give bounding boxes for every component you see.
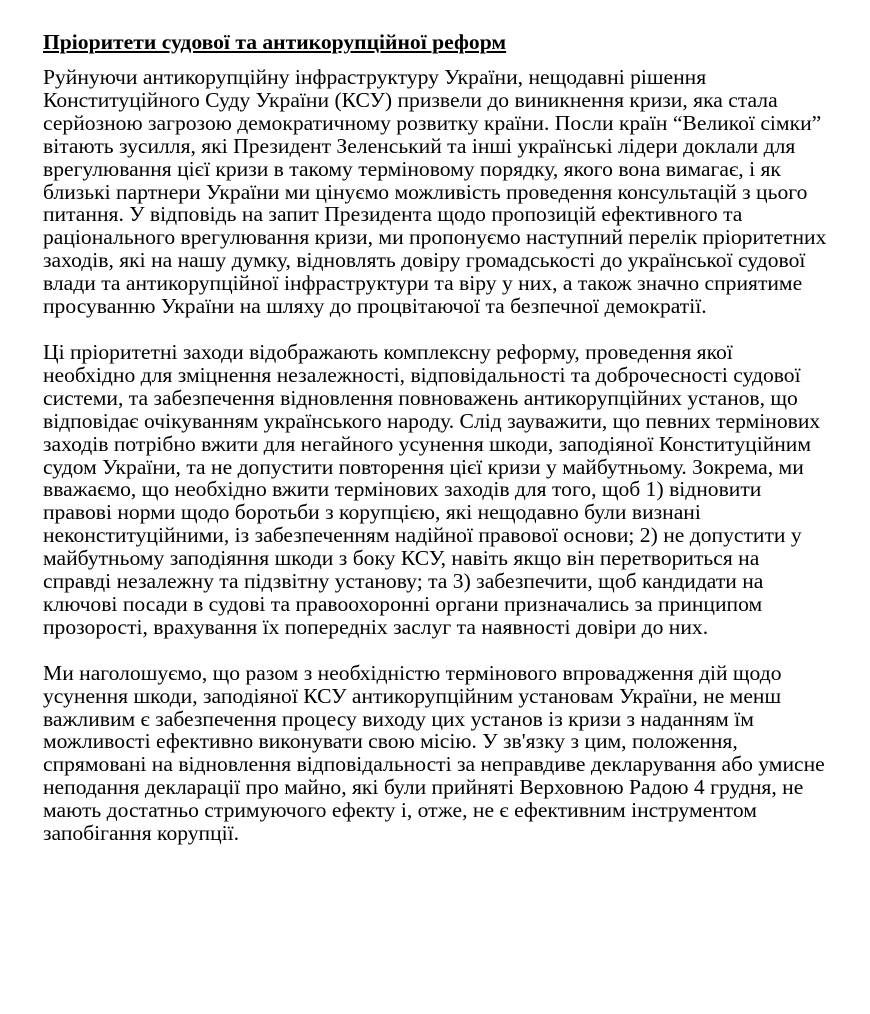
paragraph-3: Ми наголошуємо, що разом з необхідністю термінового впровадження дій щодо усунення шкоди, заподіяної КСУ антикорупційним установам України, не менш важливим є забезпечення процесу виходу цих установ із кризи з наданням їм можливості ефективно виконувати свою місію. У зв'язку з цим, положення, спрямовані на відновлення відповідальності за неправдиве декларування або умисне неподання декларації про майно, які були прийняті Верховною Радою 4 грудня, не мають достатньо стримуючого ефекту і, отже, не є ефективним інструментом запобігання корупції. (43, 660, 825, 846)
document-title: Пріоритети судової та антикорупційної реформ (43, 30, 507, 54)
paragraph-2: Ці пріоритетні заходи відображають комплексну реформу, проведення якої необхідно для зміцнення незалежності, відповідальності та доброчесності судової системи, та забезпечення відновлення повноважень антикорупційних установ, що відповідає очікуванням українського народу. Слід зауважити, що певних термінових заходів потрібно вжити для негайного усунення шкоди, заподіяної Конституційним судом України, та не допустити повторення цієї кризи у майбутньому. Зокрема, ми вважаємо, що необхідно вжити термінових заходів для того, щоб 1) відновити правові норми щодо боротьби з корупцією, які нещодавно були визнані неконституційними, із забезпеченням надійної правової основи; 2) не допустити у майбутньому заподіяння шкоди з боку КСУ, навіть якщо він перетвориться на справді незалежну та підзвітну установу; та 3) забезпечити, щоб кандидати на ключові посади в судові та правоохоронні органи призначались за принципом прозорості, врахування їх попередніх заслуг та наявності довіри до них. (43, 339, 821, 639)
paragraph-1: Руйнуючи антикорупційну інфраструктуру України, нещодавні рішення Конституційного Суду України (КСУ) призвели до виникнення кризи, яка стала серйозною загрозою демократичному розвитку країни. Посли країн “Великої сімки” вітають зусилля, які Президент Зеленський та інші українські лідери доклали для врегулювання цієї кризи в такому терміновому порядку, якого вона вимагає, і як близькі партнери України ми цінуємо можливість проведення консультацій з цього питання. У відповідь на запит Президента щодо пропозицій ефективного та раціонального врегулювання кризи, ми пропонуємо наступний перелік пріоритетних заходів, які на нашу думку, відновлять довіру громадськості до української судової влади та антикорупційної інфраструктури та віру у них, а також значно сприятиме просуванню України на шляху до процвітаючої та безпечної демократії. (43, 65, 827, 319)
